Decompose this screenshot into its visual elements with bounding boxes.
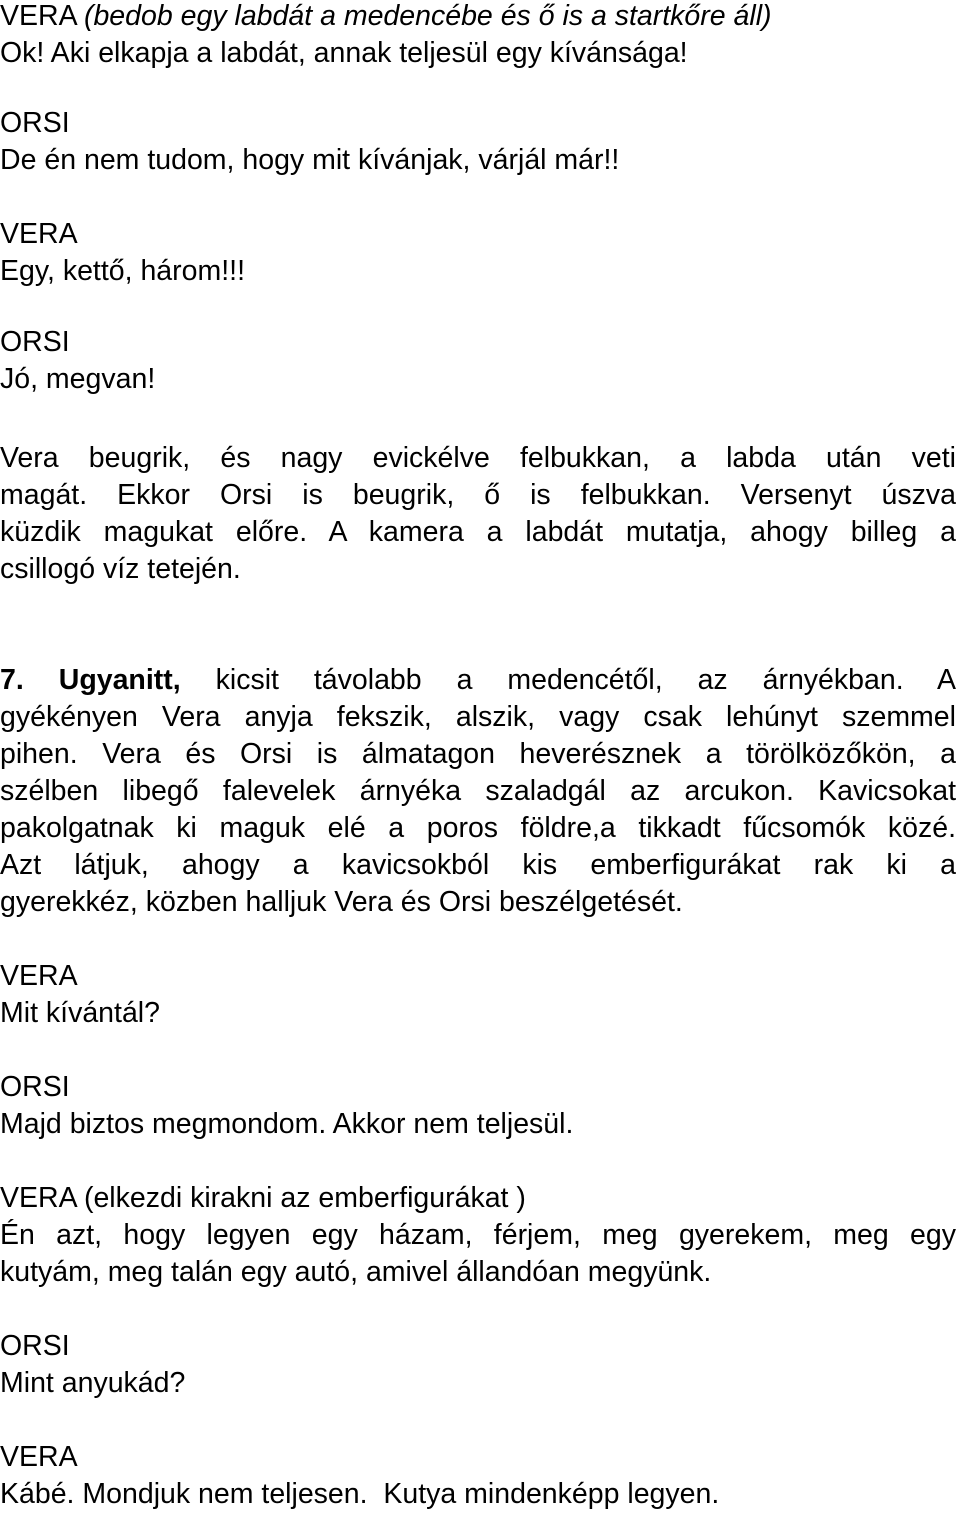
action-line: pakolgatnak ki maguk elé a poros földre,a tikkadt fűcsomók közé. [0,812,956,844]
scene-location: Ugyanitt, [58,664,181,696]
dialogue-text: Kábé. Mondjuk nem teljesen. Kutya mindenképp legyen. [0,1478,720,1510]
dialogue-text: kutyám, meg talán egy autó, amivel állandóan megyünk. [0,1256,712,1288]
dialogue-text: Én azt, hogy legyen egy házam, férjem, meg gyerekem, meg egy [0,1219,956,1251]
speaker-name: VERA [0,1441,78,1473]
dialogue-text: Mit kívántál? [0,997,160,1029]
action-line: csillogó víz tetején. [0,553,241,585]
dialogue-text: Jó, megvan! [0,363,156,395]
stage-direction: (elkezdi kirakni az emberfigurákat ) [83,1182,526,1214]
action-line: gyerekkéz, közben halljuk Vera és Orsi beszélgetését. [0,886,683,918]
speaker-name: VERA [0,960,78,992]
speaker-name: VERA [0,1182,77,1214]
action-line: pihen. Vera és Orsi is álmatagon heverésznek a törölközőkön, a [0,738,956,770]
dialogue-text: Egy, kettő, három!!! [0,255,245,287]
dialogue-text: Majd biztos megmondom. Akkor nem teljesül. [0,1108,574,1140]
speaker-name: VERA [0,0,77,32]
dialogue-text: Ok! Aki elkapja a labdát, annak teljesül egy kívánsága! [0,37,688,69]
speaker-name: ORSI [0,326,70,358]
dialogue-line [0,1180,526,1217]
dialogue-text: De én nem tudom, hogy mit kívánjak, várjál már!! [0,144,620,176]
scene-number: 7. [0,664,24,696]
action-line: Vera beugrik, és nagy evickélve felbukkan, a labda után veti [0,442,956,474]
stage-direction: (bedob egy labdát a medencébe és ő is a startkőre áll) [83,0,772,32]
action-line: gyékényen Vera anyja fekszik, alszik, vagy csak lehúnyt szemmel [0,701,956,733]
dialogue-text: Mint anyukád? [0,1367,186,1399]
action-line: küzdik magukat előre. A kamera a labdát mutatja, ahogy billeg a [0,516,956,548]
action-line: Azt látjuk, ahogy a kavicsokból kis emberfigurákat rak ki a [0,849,956,881]
speaker-name: ORSI [0,1330,70,1362]
scene-heading [0,662,956,699]
speaker-name: VERA [0,218,78,250]
scene-description: kicsit távolabb a medencétől, az árnyékban. A [215,664,957,696]
action-line: szélben libegő falevelek árnyéka szaladgál az arcukon. Kavicsokat [0,775,956,807]
speaker-name: ORSI [0,1071,70,1103]
speaker-name: ORSI [0,107,70,139]
dialogue-line [0,0,772,35]
action-line: magát. Ekkor Orsi is beugrik, ő is felbukkan. Versenyt úszva [0,479,956,511]
